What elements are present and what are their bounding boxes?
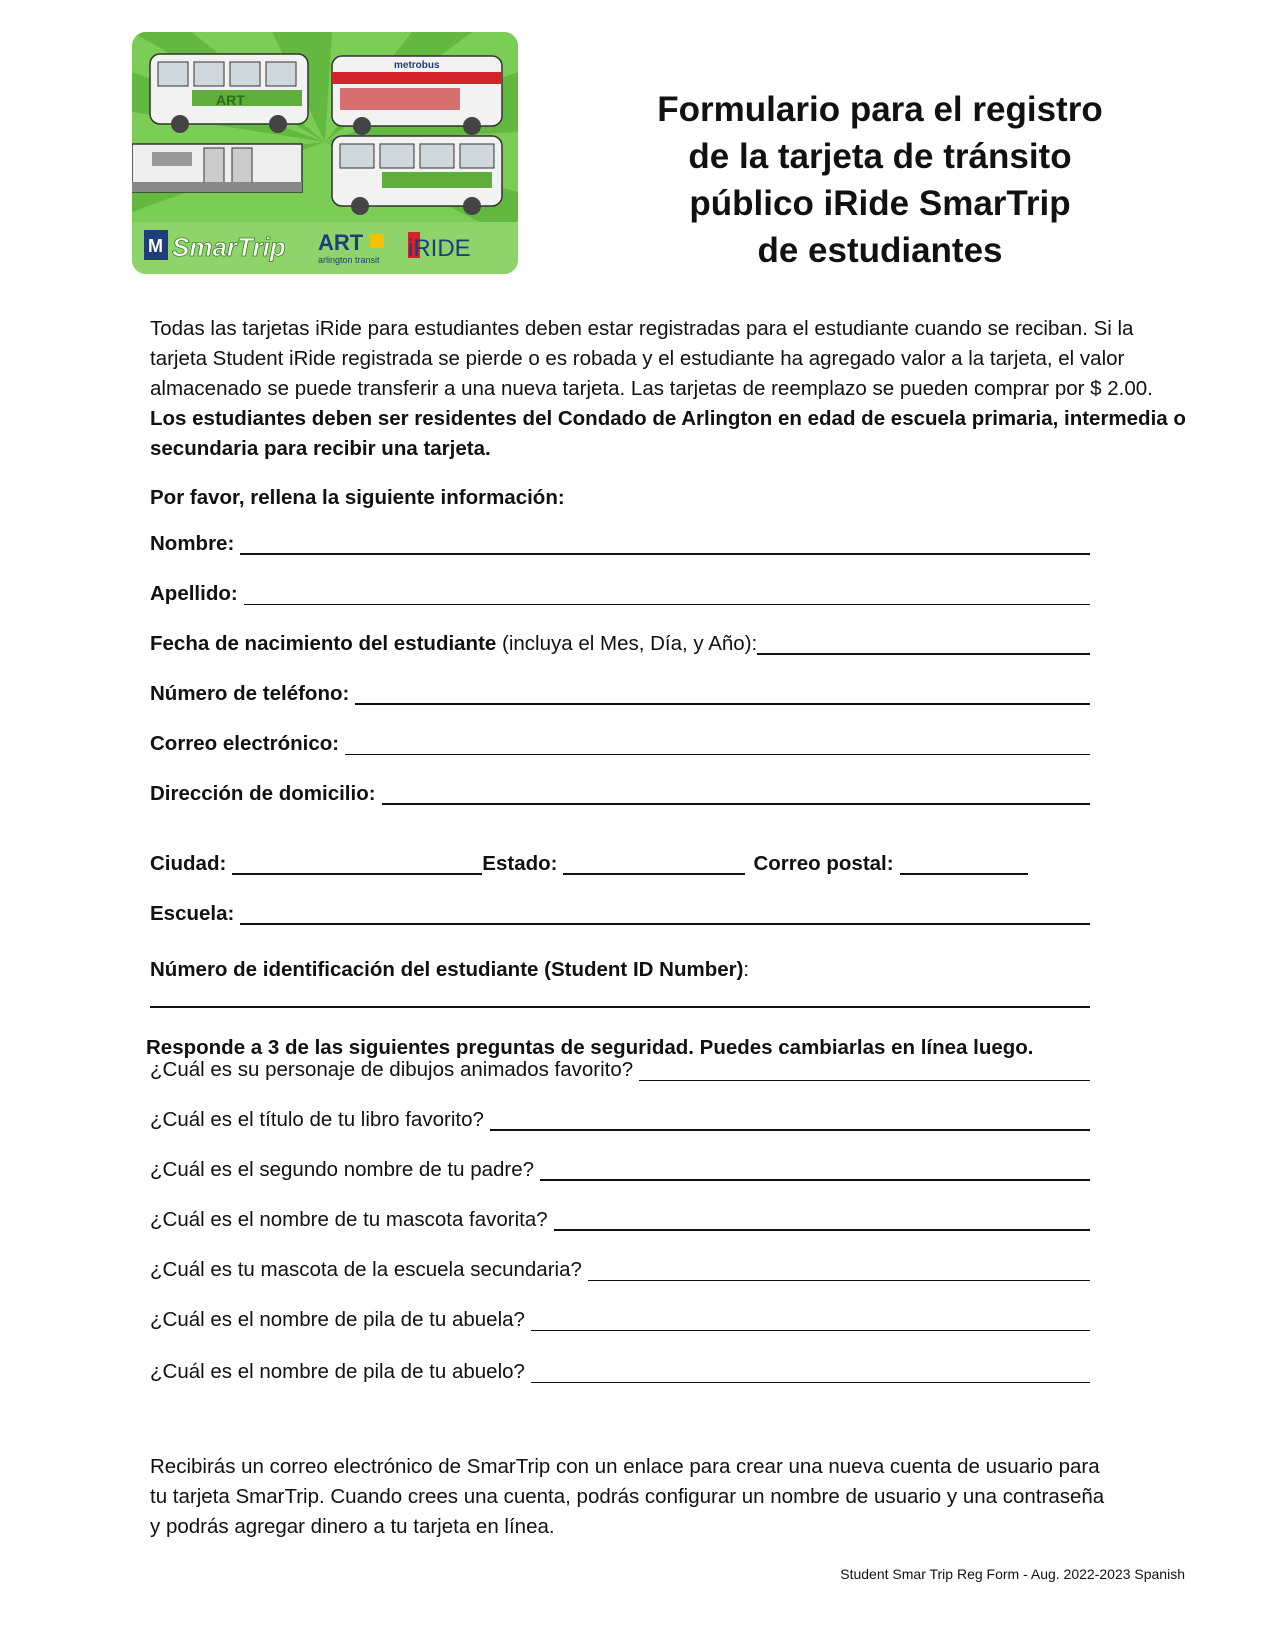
intro-paragraph: [150, 314, 1190, 464]
address-label: Dirección de domicilio:: [150, 782, 376, 805]
school-input-line[interactable]: [240, 923, 1090, 925]
security-answer-4-line[interactable]: [554, 1229, 1090, 1231]
security-question-7: [150, 1356, 1090, 1386]
security-answer-5-line[interactable]: [588, 1280, 1090, 1281]
state-field: [482, 852, 745, 878]
first-name-field: [150, 528, 1090, 558]
train-illustration: [132, 144, 302, 192]
last-name-input-line[interactable]: [244, 604, 1090, 605]
dob-label-bold: Fecha de nacimiento del estudiante: [150, 632, 497, 655]
phone-label: Número de teléfono:: [150, 682, 350, 705]
email-field: [150, 728, 1090, 758]
footer-form-id: Student Smar Trip Reg Form - Aug. 2022-2023 Spanish: [840, 1566, 1185, 1582]
student-id-label: [150, 958, 749, 982]
card-illustration: [132, 32, 518, 274]
phone-input-line[interactable]: [355, 703, 1090, 705]
dob-label: [150, 632, 757, 658]
bus-illustration-3: [332, 136, 502, 215]
fill-prompt: Por favor, rellena la siguiente información:: [150, 486, 565, 509]
security-question-1-label: ¿Cuál es su personaje de dibujos animados favorito?: [150, 1058, 634, 1081]
student-id-label-colon: :: [743, 958, 750, 981]
smartrip-logo: SmarTrip: [172, 232, 286, 262]
state-label: Estado:: [482, 852, 558, 875]
last-name-field: [150, 578, 1090, 608]
last-name-label: Apellido:: [150, 582, 238, 605]
school-label: Escuela:: [150, 902, 235, 925]
security-answer-7-line[interactable]: [531, 1382, 1090, 1383]
security-question-7-label: ¿Cuál es el nombre de pila de tu abuelo?: [150, 1360, 525, 1383]
form-title-line-4: de estudiantes: [757, 231, 1003, 270]
security-answer-6-line[interactable]: [531, 1330, 1090, 1331]
security-question-5: [150, 1254, 1090, 1284]
security-question-4: [150, 1204, 1090, 1234]
city-state-zip-row: [150, 848, 1090, 878]
closing-paragraph: Recibirás un correo electrónico de SmarTrip con un enlace para crear una nueva cuenta de usuario para tu tarjeta SmarTrip. Cuando crees una cuenta, podrás configurar un nombre de usuario y una contraseña y podrás agregar dinero a tu tarjeta en línea.: [150, 1455, 1105, 1538]
security-answer-1-line[interactable]: [639, 1080, 1090, 1081]
security-answer-3-line[interactable]: [540, 1179, 1090, 1181]
security-heading: Responde a 3 de las siguientes preguntas de seguridad. Puedes cambiarlas en línea luego.: [146, 1036, 1034, 1059]
dob-field: [150, 628, 1090, 658]
first-name-input-line[interactable]: [240, 553, 1090, 555]
zip-field: [753, 852, 1027, 878]
iride-logo: iRIDE: [408, 235, 471, 262]
art-logo-subtitle: arlington transit: [318, 255, 380, 265]
security-question-1: [150, 1054, 1090, 1084]
city-input-line[interactable]: [232, 873, 482, 875]
address-field: [150, 778, 1090, 808]
form-title: [600, 86, 1160, 274]
student-id-input-line[interactable]: [150, 1006, 1090, 1008]
email-label: Correo electrónico:: [150, 732, 340, 755]
state-input-line[interactable]: [563, 873, 745, 875]
security-question-3-label: ¿Cuál es el segundo nombre de tu padre?: [150, 1158, 535, 1181]
city-label: Ciudad:: [150, 852, 227, 875]
art-logo: ART: [318, 230, 364, 255]
form-title-line-1: Formulario para el registro: [657, 90, 1103, 129]
art-logo-icon: [370, 234, 384, 248]
bus-illustration-1: [150, 54, 308, 133]
intro-text: Todas las tarjetas iRide para estudiantes deben estar registradas para el estudiante cuando se reciban. Si la tarjeta Student iRide registrada se pierde o es robada y el estudiante ha agregado valor a la tarjeta, el valor almacenado se puede transferir a una nueva tarjeta. Las tarjetas de reemplazo se pueden comprar por $ 2.00.: [150, 317, 1153, 400]
address-input-line[interactable]: [382, 803, 1090, 805]
security-question-6-label: ¿Cuál es el nombre de pila de tu abuela?: [150, 1308, 525, 1331]
phone-field: [150, 678, 1090, 708]
security-answer-2-line[interactable]: [490, 1129, 1090, 1131]
bus-illustration-2: [332, 56, 502, 135]
bus-label-art: ART: [216, 92, 245, 108]
security-question-2: [150, 1104, 1090, 1134]
security-question-4-label: ¿Cuál es el nombre de tu mascota favorita?: [150, 1208, 548, 1231]
first-name-label: Nombre:: [150, 532, 235, 555]
security-question-6: [150, 1304, 1090, 1334]
form-title-line-3: público iRide SmarTrip: [689, 184, 1071, 223]
zip-label: Correo postal:: [753, 852, 894, 875]
smartrip-card-image: [132, 32, 518, 274]
student-id-label-text: Número de identificación del estudiante (Student ID Number): [150, 958, 744, 981]
dob-input-line[interactable]: [757, 653, 1090, 655]
security-question-5-label: ¿Cuál es tu mascota de la escuela secundaria?: [150, 1258, 582, 1281]
security-question-2-label: ¿Cuál es el título de tu libro favorito?: [150, 1108, 484, 1131]
school-field: [150, 898, 1090, 928]
metro-logo-letter: M: [148, 236, 163, 256]
bus-label-metrobus: metrobus: [394, 60, 440, 71]
zip-input-line[interactable]: [900, 873, 1028, 875]
email-input-line[interactable]: [345, 754, 1090, 755]
form-title-line-2: de la tarjeta de tránsito: [688, 137, 1072, 176]
city-field: [150, 852, 482, 878]
intro-eligibility-text: Los estudiantes deben ser residentes del Condado de Arlington en edad de escuela primaria, intermedia o secundaria para recibir una tarjeta.: [150, 407, 1186, 460]
security-question-3: [150, 1154, 1090, 1184]
dob-label-hint: (incluya el Mes, Día, y Año):: [496, 632, 758, 655]
